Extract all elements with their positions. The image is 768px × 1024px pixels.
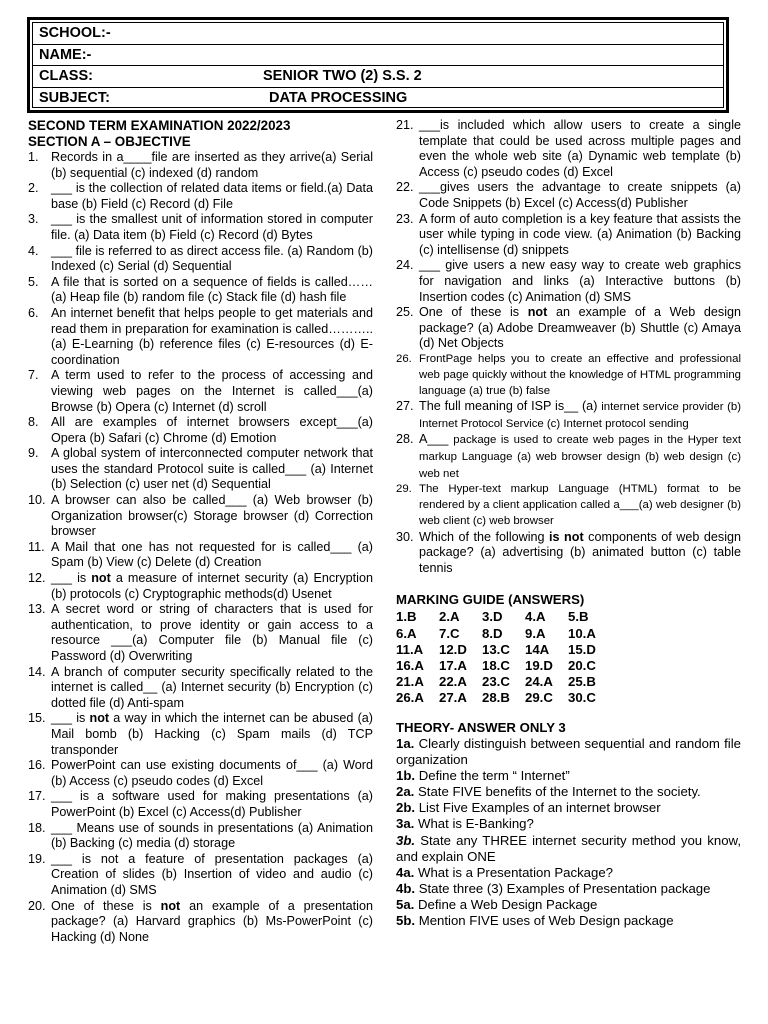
question-item	[28, 212, 373, 243]
theory-label: 3b.	[396, 832, 416, 848]
right-column	[396, 118, 741, 929]
question-text: One of these is	[51, 898, 161, 913]
theory-text: Define the term “ Internet”	[415, 768, 570, 784]
answer-row	[396, 626, 611, 642]
question-number: 10.	[28, 493, 46, 508]
question-number: 28.	[396, 432, 414, 447]
question-text: FrontPage helps you to create an effective and professional web page quickly without the knowledge of HTML programming language (a) true (b) false	[419, 352, 741, 397]
question-item	[28, 446, 373, 493]
question-number: 12.	[28, 571, 46, 586]
question-text: ___ file is referred to as direct access file. (a) Random (b) Indexed (c) Serial (d) Sequential	[51, 243, 373, 274]
theory-title: THEORY- ANSWER ONLY 3	[396, 720, 566, 735]
answer-cell: 19.D	[525, 657, 553, 673]
answer-cell: 30.C	[568, 689, 596, 705]
question-item	[396, 180, 741, 211]
theory-text: List Five Examples of an internet browser	[415, 800, 661, 816]
answer-cell: 18.C	[482, 657, 510, 673]
question-item	[396, 530, 741, 577]
question-item	[396, 212, 741, 259]
question-number: 22.	[396, 180, 414, 195]
subject-label: SUBJECT:	[39, 89, 110, 106]
question-number: 21.	[396, 118, 414, 132]
school-row	[33, 23, 723, 45]
question-item	[28, 181, 373, 212]
answer-cell: 15.D	[568, 641, 596, 657]
answer-cell: 5.B	[568, 609, 589, 625]
question-item	[396, 352, 741, 399]
answer-cell: 7.C	[439, 625, 460, 641]
answer-row	[396, 690, 611, 706]
answer-cell: 14A	[525, 641, 550, 657]
question-text: ___ give users a new easy way to create web graphics for navigation and links (a) Interactive buttons (b) Insertion codes (c) Animation (d) SMS	[419, 258, 741, 304]
question-number: 7.	[28, 368, 39, 383]
theory-label: 2b.	[396, 800, 416, 816]
theory-text: What is a Presentation Package?	[414, 864, 613, 880]
question-text: ___ is not a feature of presentation packages (a) Creation of slides (b) Insertion of video and audio (c) Animation (d) SMS	[51, 851, 373, 897]
question-number: 20.	[28, 898, 46, 913]
theory-label: 3a.	[396, 816, 415, 832]
theory-label: 2a.	[396, 784, 415, 800]
question-number: 17.	[28, 789, 46, 804]
question-number: 18.	[28, 820, 46, 835]
question-text: A Mail that one has not requested for is called___ (a) Spam (b) View (c) Delete (d) Creation	[51, 539, 373, 570]
question-text: internet service provider (b) Internet Protocol Service (c) Internet protocol sending	[419, 401, 742, 430]
question-text: an example of a presentation package? (a) Harvard graphics (b) Ms-PowerPoint (c) Hacking (d) None	[51, 898, 373, 944]
question-text: All are examples of internet browsers except___(a) Opera (b) Safari (c) Chrome (d) Emotion	[51, 415, 373, 445]
theory-text: Mention FIVE uses of Web Design package	[415, 913, 674, 929]
question-emphasis: not	[160, 898, 181, 913]
question-text: components of web design package? (a) advertising (b) animated button (c) table tennis	[419, 529, 741, 575]
theory-label: 4a.	[396, 864, 415, 880]
question-number: 24.	[396, 258, 414, 273]
header-box	[27, 17, 729, 113]
question-text: ___ is	[51, 571, 92, 586]
question-item	[28, 306, 373, 368]
answer-cell: 21.A	[396, 673, 424, 689]
question-number: 29.	[396, 483, 412, 496]
question-number: 23.	[396, 211, 414, 226]
answer-cell: 24.A	[525, 673, 553, 689]
answer-cell: 9.A	[525, 625, 546, 641]
question-number: 5.	[28, 274, 39, 289]
question-item	[28, 244, 373, 275]
answer-cell: 25.B	[568, 673, 596, 689]
question-number: 27.	[396, 399, 414, 414]
question-item	[28, 415, 373, 446]
theory-text: State any THREE internet security method you know, and explain ONE	[396, 832, 741, 864]
question-number: 25.	[396, 305, 414, 320]
question-text: ___ is the smallest unit of information stored in computer file. (a) Data item (b) Field (c) Record (d) Bytes	[51, 212, 373, 242]
subject-value: DATA PROCESSING	[269, 89, 408, 106]
question-text: An internet benefit that helps people to get materials and read them in preparation for examination is called……….. (a) E-Learning (b) reference files (c) E-resources (d) E-coordination	[51, 305, 373, 367]
question-text: Records in a____file are inserted as they arrive(a) Serial (b) sequential (c) indexed (d) random	[51, 150, 373, 180]
answer-cell: 4.A	[525, 609, 546, 625]
question-list-left	[28, 150, 373, 945]
question-number: 8.	[28, 415, 39, 430]
question-text: A form of auto completion is a key feature that assists the user while typing in code view. (a) Animation (b) Backing (c) intellisense (d) snippets	[419, 211, 741, 257]
answer-cell: 17.A	[439, 657, 467, 673]
question-number: 26.	[396, 352, 412, 365]
theory-text: State three (3) Examples of Presentation package	[415, 880, 711, 896]
theory-question	[396, 736, 741, 768]
question-item	[396, 432, 741, 482]
theory-label: 1a.	[396, 736, 415, 751]
question-number: 15.	[28, 711, 46, 726]
question-text: A browser can also be called___ (a) Web browser (b) Organization browser(c) Storage browser (d) Correction browser	[51, 493, 373, 539]
question-text: a way in which the internet can be abused (a) Mail bomb (b) Hacking (c) Spam mails (d) TCP transponder	[51, 711, 373, 757]
question-text: A global system of interconnected computer network that uses the standard Protocol suite is called___ (a) Internet (b) Selection (c) user net (d) Sequential	[51, 446, 373, 492]
theory-label: 1b.	[396, 768, 416, 784]
question-text: The Hyper-text markup Language (HTML) format to be rendered by a client application called a___(a) web designer (b) web client (c) web browser	[419, 483, 741, 527]
theory-label: 4b.	[396, 880, 416, 896]
question-item	[28, 275, 373, 306]
question-number: 13.	[28, 602, 46, 617]
question-text: A___	[419, 432, 454, 447]
name-row	[33, 45, 723, 67]
left-column	[28, 118, 373, 945]
question-text: package is used to create web pages in the Hyper text markup Language (a) web browser design (b) web design (c) web net	[419, 434, 742, 480]
class-label: CLASS:	[39, 68, 93, 84]
answer-cell: 28.B	[482, 689, 510, 705]
question-text: A term used to refer to the process of accessing and viewing web pages on the Internet is called___(a) Browse (b) Opera (c) Internet (d) scroll	[51, 368, 373, 414]
question-number: 4.	[28, 243, 39, 258]
answer-row	[396, 658, 611, 674]
answer-cell: 6.A	[396, 625, 417, 641]
question-text: The full meaning of ISP is__ (a)	[419, 399, 602, 414]
answer-cell: 26.A	[396, 689, 424, 705]
theory-question	[396, 784, 741, 800]
question-item	[28, 368, 373, 415]
subject-row	[33, 88, 723, 110]
question-number: 3.	[28, 212, 39, 227]
question-item	[28, 571, 373, 602]
question-item	[28, 821, 373, 852]
question-text: ___ is	[51, 711, 90, 726]
answer-cell: 10.A	[568, 625, 596, 641]
theory-label: 5a.	[396, 896, 415, 912]
header-table	[32, 22, 724, 108]
question-text: ___ is a software used for making presentations (a) PowerPoint (b) Excel (c) Access(d) Publisher	[51, 789, 373, 819]
answer-cell: 13.C	[482, 641, 510, 657]
question-item	[396, 399, 741, 432]
question-item	[28, 540, 373, 571]
question-text: a measure of internet security (a) Encryption (b) protocols (c) Cryptographic methods(d) Usenet	[51, 571, 373, 601]
question-number: 14.	[28, 664, 46, 679]
question-text: One of these is	[419, 305, 528, 320]
question-item	[28, 493, 373, 540]
question-emphasis: not	[89, 711, 110, 726]
section-title: SECTION A – OBJECTIVE	[28, 134, 191, 149]
answer-cell: 27.A	[439, 689, 467, 705]
theory-question	[396, 800, 741, 816]
answer-cell: 16.A	[396, 657, 424, 673]
answer-cell: 29.C	[525, 689, 553, 705]
question-item	[28, 602, 373, 664]
question-item	[28, 789, 373, 820]
question-item	[396, 258, 741, 305]
theory-question	[396, 865, 741, 881]
answer-cell: 11.A	[396, 641, 424, 657]
theory-question	[396, 897, 741, 913]
question-number: 2.	[28, 181, 39, 196]
answer-row	[396, 642, 611, 658]
marking-guide-title: MARKING GUIDE (ANSWERS)	[396, 592, 585, 608]
answer-cell: 22.A	[439, 673, 467, 689]
theory-question	[396, 816, 741, 832]
question-item	[28, 852, 373, 899]
school-label: SCHOOL:-	[39, 25, 111, 41]
question-text: ___gives users the advantage to create snippets (a) Code Snippets (b) Excel (c) Access(d) Publisher	[419, 180, 741, 210]
question-text: A branch of computer security specifically related to the internet is called__ (a) Internet security (b) Encryption (c) dotted file (d) Anti-spam	[51, 664, 373, 710]
question-number: 30.	[396, 529, 414, 544]
theory-list	[396, 736, 741, 929]
question-number: 9.	[28, 446, 39, 461]
question-item	[396, 482, 741, 529]
question-item	[396, 118, 741, 180]
theory-question	[396, 768, 741, 784]
answer-cell: 8.D	[482, 625, 503, 641]
exam-title: SECOND TERM EXAMINATION 2022/2023	[28, 118, 291, 133]
theory-label: 5b.	[396, 913, 416, 929]
question-number: 16.	[28, 758, 46, 773]
marking-guide-table	[396, 609, 611, 706]
name-label: NAME:-	[39, 46, 92, 63]
theory-question	[396, 833, 741, 865]
question-text: ___ is the collection of related data items or field.(a) Data base (b) Field (c) Record (d) File	[51, 181, 373, 211]
answer-cell: 23.C	[482, 673, 510, 689]
theory-text: State FIVE benefits of the Internet to the society.	[414, 784, 701, 800]
question-item	[28, 150, 373, 181]
question-list-right	[396, 118, 741, 576]
question-text: A file that is sorted on a sequence of fields is called……(a) Heap file (b) random file (c) Stack file (d) hash file	[51, 274, 373, 305]
theory-text: Clearly distinguish between sequential and random file organization	[396, 736, 741, 768]
answer-cell: 20.C	[568, 657, 596, 673]
question-item	[28, 665, 373, 712]
theory-text: Define a Web Design Package	[414, 896, 598, 912]
question-text: ___ Means use of sounds in presentations (a) Animation (b) Backing (c) media (d) storage	[51, 820, 373, 851]
theory-question	[396, 881, 741, 897]
answer-row	[396, 609, 611, 625]
question-number: 19.	[28, 851, 46, 866]
question-item	[28, 711, 373, 758]
question-emphasis: not	[527, 305, 548, 320]
question-item	[28, 758, 373, 789]
question-text: PowerPoint can use existing documents of___ (a) Word (b) Access (c) pseudo codes (d) Excel	[51, 758, 373, 788]
theory-text: What is E-Banking?	[414, 816, 534, 832]
question-item	[28, 899, 373, 946]
answer-cell: 1.B	[396, 609, 417, 625]
question-text: Which of the following	[419, 529, 550, 544]
answer-row	[396, 674, 611, 690]
answer-cell: 3.D	[482, 609, 503, 625]
question-number: 11.	[28, 539, 45, 554]
question-number: 6.	[28, 305, 39, 320]
question-number: 1.	[28, 150, 39, 164]
question-emphasis: is not	[549, 529, 584, 544]
question-text: an example of a Web design package? (a) Adobe Dreamweaver (b) Shuttle (c) Amaya (d) Net Objects	[419, 305, 741, 351]
question-text: A secret word or string of characters that is used for authentication, to prove identity or gain access to a resource ___(a) Computer file (b) Manual file (c) Password (d) Overwriting	[51, 602, 373, 663]
question-item	[396, 305, 741, 352]
question-emphasis: not	[91, 571, 111, 586]
class-value: SENIOR TWO (2) S.S. 2	[263, 68, 422, 84]
answer-cell: 12.D	[439, 641, 467, 657]
answer-cell: 2.A	[439, 609, 460, 625]
theory-question	[396, 913, 741, 929]
class-row	[33, 66, 723, 88]
question-text: ___is included which allow users to create a single template that could be used across multiple pages and even the whole web site (a) Dynamic web template (b) Access (c) pseudo codes (d) Excel	[419, 118, 741, 179]
